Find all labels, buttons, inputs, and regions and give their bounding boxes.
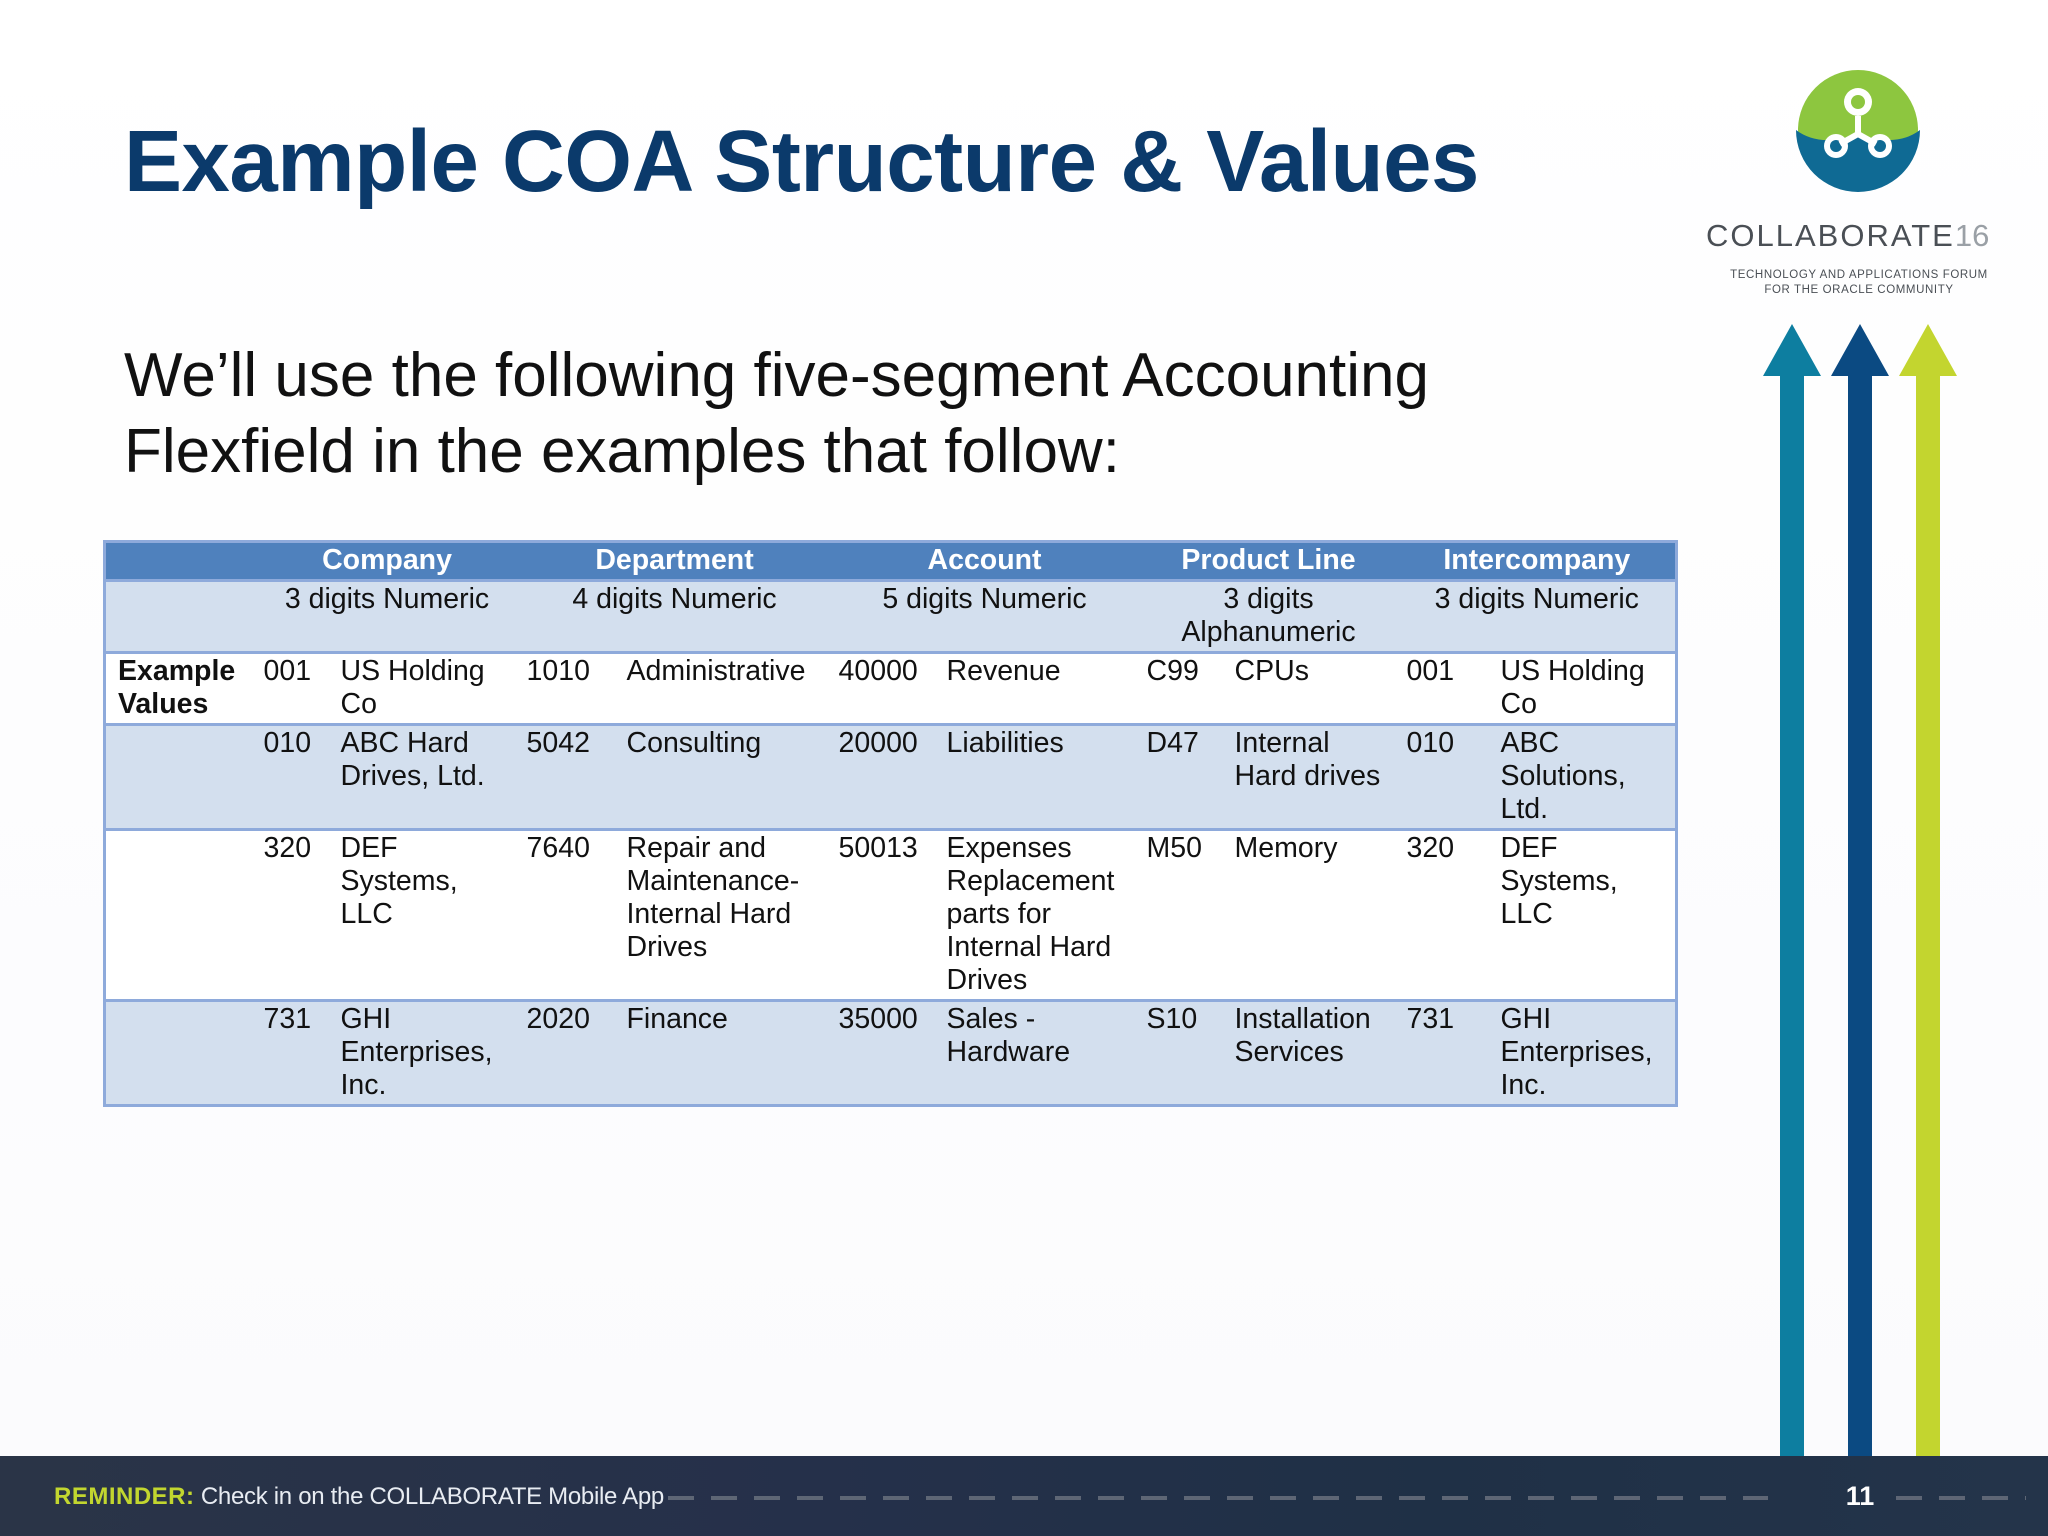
format-corner: [105, 581, 256, 653]
table-cell: 731: [1399, 1001, 1495, 1106]
segment-header: Intercompany: [1399, 542, 1677, 581]
footer-dash-divider-right: [1896, 1496, 2026, 1500]
table-cell: S10: [1139, 1001, 1229, 1106]
table-cell: 731: [256, 1001, 335, 1106]
table-cell: 010: [256, 725, 335, 830]
table-cell: Sales - Hardware: [941, 1001, 1139, 1106]
table-cell: 1010: [519, 653, 621, 725]
table-cell: 2020: [519, 1001, 621, 1106]
table-cell: GHI Enterprises, Inc.: [335, 1001, 519, 1106]
segment-header: Product Line: [1139, 542, 1399, 581]
table-cell: Memory: [1229, 830, 1399, 1001]
segment-header: Account: [831, 542, 1139, 581]
example-values-label: Example Values: [105, 653, 256, 725]
table-row: [105, 725, 1677, 830]
table-cell: 35000: [831, 1001, 941, 1106]
segment-format: 3 digits Alphanumeric: [1139, 581, 1399, 653]
segment-format: 3 digits Numeric: [1399, 581, 1677, 653]
table-cell: 001: [1399, 653, 1495, 725]
segment-format-row: [105, 581, 1677, 653]
table-cell: Administrative: [621, 653, 831, 725]
segment-format: 5 digits Numeric: [831, 581, 1139, 653]
footer-reminder: REMINDER: Check in on the COLLABORATE Mobile App: [54, 1483, 664, 1510]
table-cell: 50013: [831, 830, 941, 1001]
table-cell: ABC Solutions, Ltd.: [1495, 725, 1677, 830]
table-cell: US Holding Co: [1495, 653, 1677, 725]
table-cell: CPUs: [1229, 653, 1399, 725]
table-cell: 20000: [831, 725, 941, 830]
table-cell: [105, 1001, 256, 1106]
coa-structure-table: [103, 540, 1678, 1107]
logo-tagline: TECHNOLOGY AND APPLICATIONS FORUM FOR THE ORACLE COMMUNITY: [1730, 269, 1988, 296]
table-cell: DEF Systems, LLC: [335, 830, 519, 1001]
slide-title: Example COA Structure & Values: [124, 113, 1479, 210]
table-cell: M50: [1139, 830, 1229, 1001]
table-cell: 40000: [831, 653, 941, 725]
table-cell: 5042: [519, 725, 621, 830]
table-cell: 7640: [519, 830, 621, 1001]
table-cell: [105, 830, 256, 1001]
table-cell: C99: [1139, 653, 1229, 725]
table-cell: Liabilities: [941, 725, 1139, 830]
table-cell: 320: [256, 830, 335, 1001]
table-cell: Repair and Maintenance-Internal Hard Drives: [621, 830, 831, 1001]
collaborate-logo-icon: [1796, 68, 1920, 192]
table-cell: Consulting: [621, 725, 831, 830]
header-corner: [105, 542, 256, 581]
intro-text: We’ll use the following five-segment Accounting Flexfield in the examples that follow:: [124, 341, 1429, 486]
segment-header: Department: [519, 542, 831, 581]
segment-header: Company: [256, 542, 519, 581]
segment-format: 4 digits Numeric: [519, 581, 831, 653]
table-cell: GHI Enterprises, Inc.: [1495, 1001, 1677, 1106]
table-row: [105, 653, 1677, 725]
navy-arrow-icon: [1831, 324, 1889, 1456]
table-cell: DEF Systems, LLC: [1495, 830, 1677, 1001]
table-cell: [105, 725, 256, 830]
table-row: [105, 1001, 1677, 1106]
page-number: 11: [1845, 1481, 1875, 1511]
lime-arrow-icon: [1899, 324, 1957, 1456]
table-cell: Finance: [621, 1001, 831, 1106]
teal-arrow-icon: [1763, 324, 1821, 1456]
table-row: [105, 830, 1677, 1001]
table-cell: Installation Services: [1229, 1001, 1399, 1106]
table-cell: Revenue: [941, 653, 1139, 725]
table-cell: Expenses Replacement parts for Internal Hard Drives: [941, 830, 1139, 1001]
table-cell: Internal Hard drives: [1229, 725, 1399, 830]
segment-header-row: [105, 542, 1677, 581]
segment-format: 3 digits Numeric: [256, 581, 519, 653]
table-cell: 010: [1399, 725, 1495, 830]
table-cell: 001: [256, 653, 335, 725]
logo-wordmark: COLLABORATE16: [1706, 218, 1990, 253]
table-cell: US Holding Co: [335, 653, 519, 725]
footer-dash-divider: [668, 1496, 1768, 1500]
table-cell: D47: [1139, 725, 1229, 830]
table-cell: ABC Hard Drives, Ltd.: [335, 725, 519, 830]
table-cell: 320: [1399, 830, 1495, 1001]
